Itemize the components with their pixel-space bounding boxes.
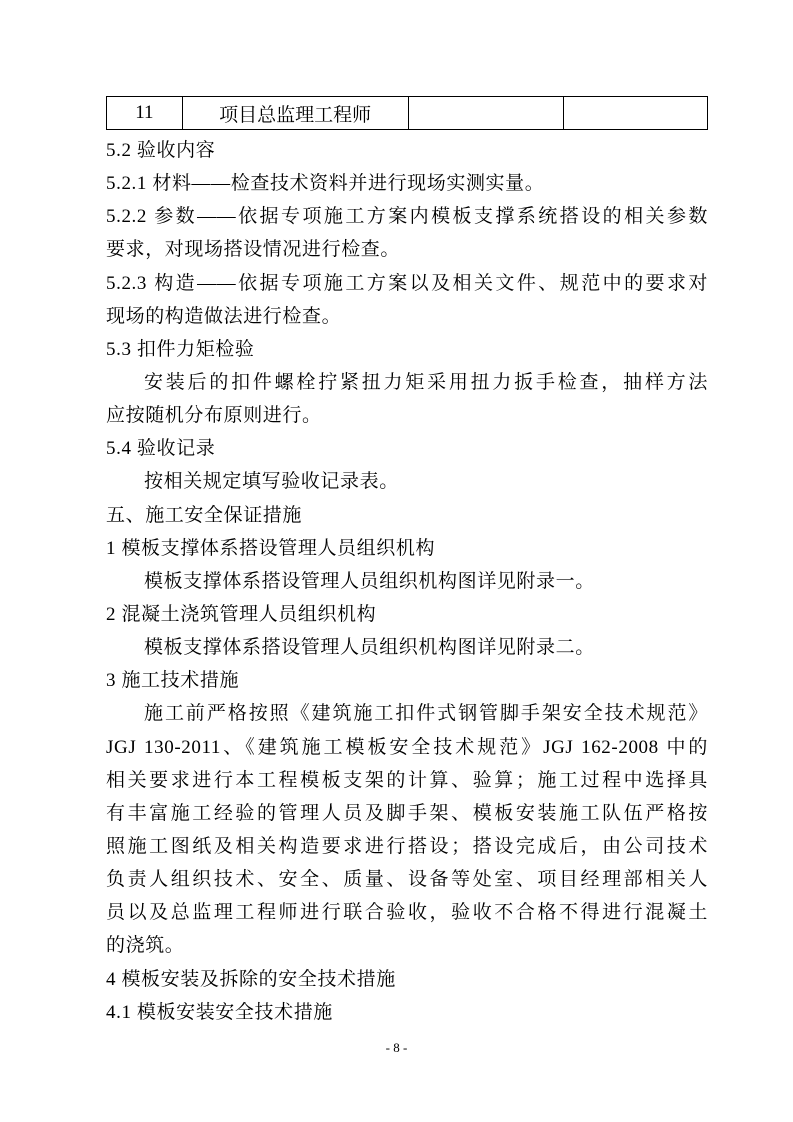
text-line: 2 混凝土浇筑管理人员组织机构 [106, 603, 377, 625]
text-line: 施工前严格按照《建筑施工扣件式钢管脚手架安全技术规范》 [144, 703, 708, 725]
text-line: 模板支撑体系搭设管理人员组织机构图详见附录一。 [144, 570, 595, 592]
text-line: 的浇筑。 [106, 935, 185, 957]
text-line: 5.4 验收记录 [106, 438, 216, 460]
text-line: 照施工图纸及相关构造要求进行搭设；搭设完成后，由公司技术 [106, 835, 708, 857]
text-line: 5.2.2 参数——依据专项施工方案内模板支撑系统搭设的相关参数 [106, 206, 708, 228]
role-cell: 项目总监理工程师 [182, 97, 408, 130]
document-body [106, 134, 708, 1029]
table-row [107, 97, 708, 130]
text-line: 五、施工安全保证措施 [106, 504, 303, 526]
text-line: 5.2 验收内容 [106, 140, 216, 161]
text-line: 按相关规定填写验收记录表。 [144, 471, 399, 493]
text-line: 相关要求进行本工程模板支架的计算、验算；施工过程中选择具 [106, 769, 708, 791]
text-line: 4 模板安装及拆除的安全技术措施 [106, 968, 396, 990]
text-line: 1 模板支撑体系搭设管理人员组织机构 [106, 537, 436, 559]
empty-cell [408, 97, 563, 130]
text-line: 应按随机分布原则进行。 [106, 405, 322, 427]
text-line: 有丰富施工经验的管理人员及脚手架、模板安装施工队伍严格按 [106, 802, 708, 824]
text-line: 3 施工技术措施 [106, 670, 240, 692]
row-number-cell: 11 [107, 97, 183, 130]
text-line: JGJ 130-2011、《建筑施工模板安全技术规范》JGJ 162-2008 中的 [106, 736, 708, 758]
empty-cell [563, 97, 707, 130]
text-line: 5.2.3 构造——依据专项施工方案以及相关文件、规范中的要求对 [106, 272, 708, 294]
text-line: 安装后的扣件螺栓拧紧扭力矩采用扭力扳手检查，抽样方法 [144, 371, 708, 393]
text-line: 5.3 扣件力矩检验 [106, 338, 255, 360]
signoff-table [106, 96, 708, 130]
text-line: 4.1 模板安装安全技术措施 [106, 1001, 333, 1023]
text-line: 员以及总监理工程师进行联合验收，验收不合格不得进行混凝土 [106, 902, 708, 924]
text-line: 负责人组织技术、安全、质量、设备等处室、项目经理部相关人 [106, 869, 708, 891]
text-line: 模板支撑体系搭设管理人员组织机构图详见附录二。 [144, 637, 595, 659]
text-line: 5.2.1 材料——检查技术资料并进行现场实测实量。 [106, 173, 545, 195]
text-line: 现场的构造做法进行检查。 [106, 305, 342, 327]
text-line: 要求，对现场搭设情况进行检查。 [106, 239, 401, 261]
page-number: - 8 - [385, 1040, 408, 1055]
